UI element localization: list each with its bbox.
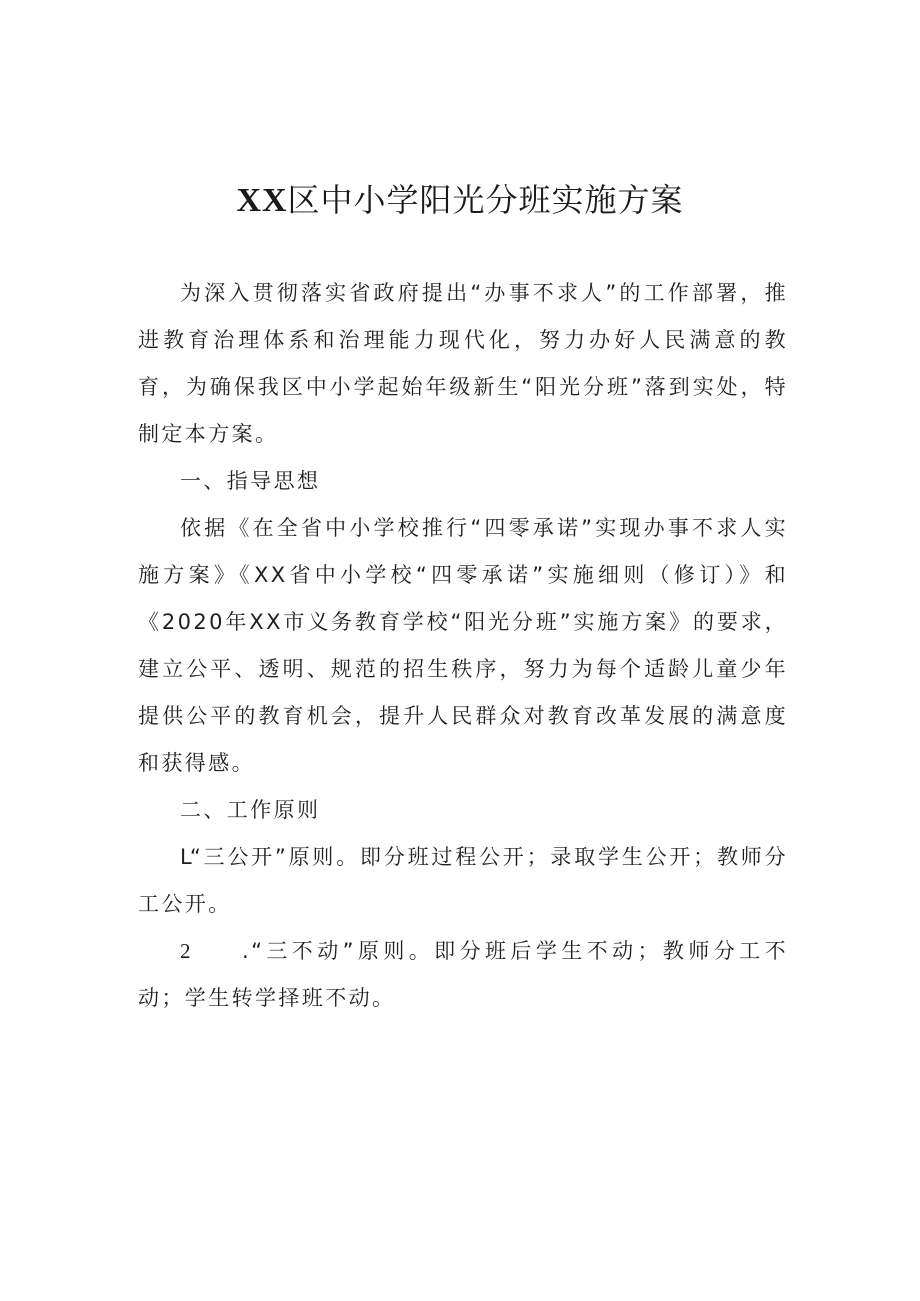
intro-paragraph: 为深入贯彻落实省政府提出“办事不求人”的工作部署，推进教育治理体系和治理能力现代化，努力办好人民满意的教育，为确保我区中小学起始年级新生“阳光分班”落到实处，特制定本方案。	[138, 281, 788, 446]
principle-three-unchanged	[138, 928, 788, 1022]
title-text: 区中小学阳光分班实施方案	[287, 181, 684, 219]
guiding-ideology-paragraph: 依据《在全省中小学校推行“四零承诺”实现办事不求人实施方案》《XX省中小学校“四零承诺”实施细则（修订）》和《2020年XX市义务教育学校“阳光分班”实施方案》的要求，建立公平、透明、规范的招生秩序，努力为每个适龄儿童少年提供公平的教育机会，提升人民群众对教育改革发展的满意度和获得感。	[138, 516, 788, 775]
principle-text: .“三不动”原则。即分班后学生不动；教师分工不动；学生转学择班不动。	[138, 939, 788, 1010]
section-heading-work-principles: 二、工作原则	[180, 798, 321, 822]
principle-three-public: L“三公开”原则。即分班过程公开；录取学生公开；教师分工公开。	[138, 845, 788, 916]
document-body	[138, 270, 788, 1022]
document-title	[0, 176, 920, 225]
section-heading-guiding-ideology: 一、指导思想	[180, 469, 321, 493]
title-prefix: XX	[236, 182, 288, 219]
principle-number: 2	[180, 939, 193, 963]
